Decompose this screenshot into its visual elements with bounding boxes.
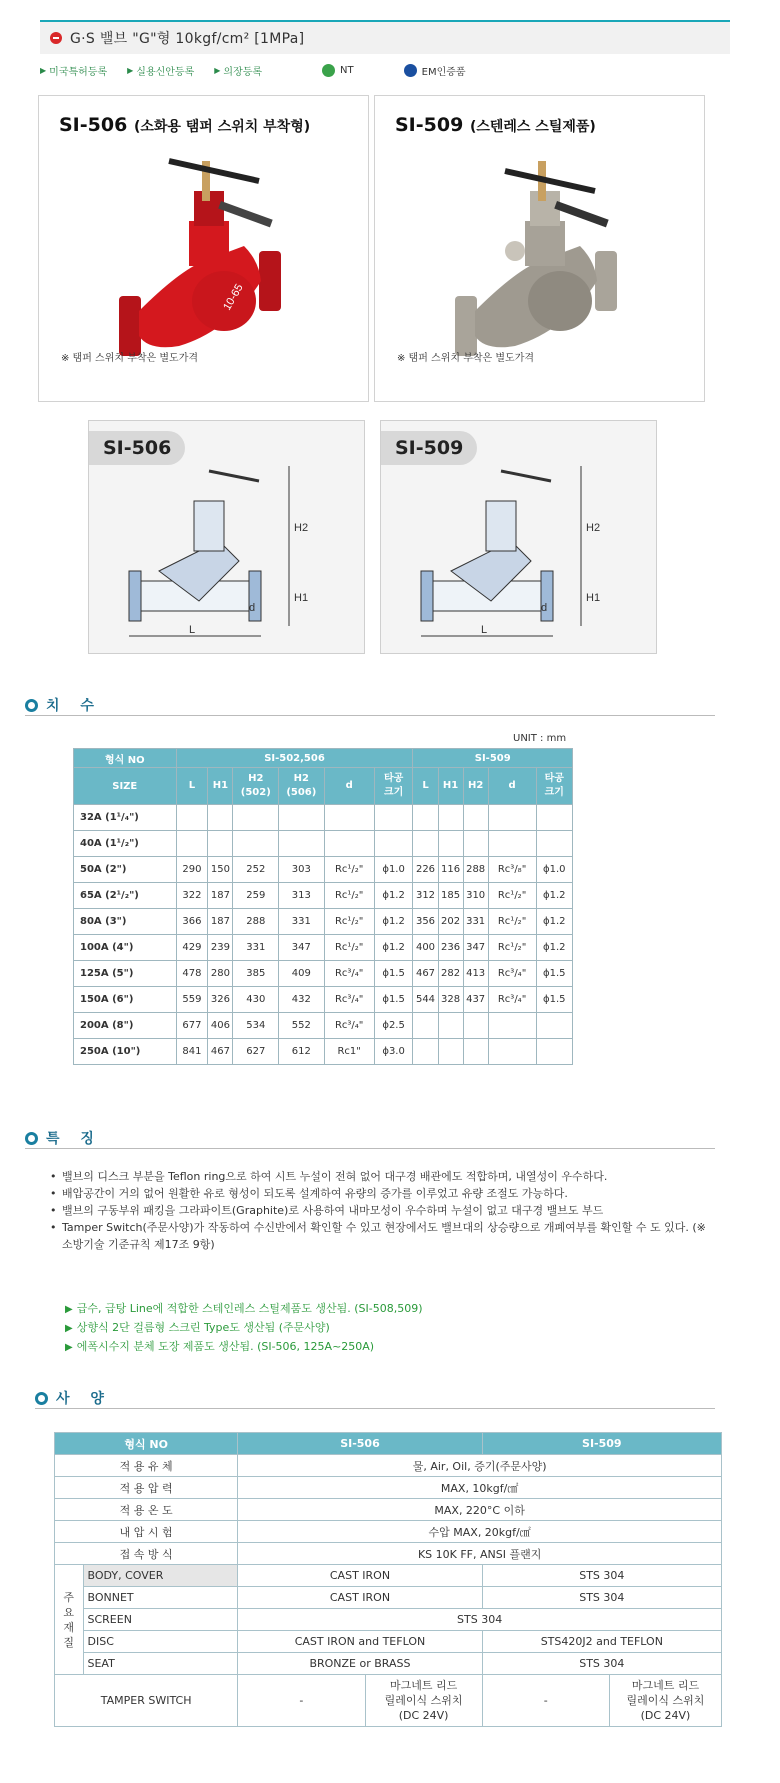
minus-circle-icon <box>50 32 62 44</box>
header-bar <box>40 22 730 54</box>
table-row <box>74 987 573 1013</box>
table-row <box>74 909 573 935</box>
cell <box>463 1039 488 1065</box>
cell: 280 <box>208 961 233 987</box>
section-spec: 사 양 <box>35 1388 112 1408</box>
cell: 400 <box>413 935 438 961</box>
cell: 313 <box>279 883 325 909</box>
cell: 202 <box>438 909 463 935</box>
spec-value: MAX, 220°C 이하 <box>238 1499 722 1521</box>
row-size: 250A (10") <box>74 1039 177 1065</box>
cell: 413 <box>463 961 488 987</box>
cell: 478 <box>176 961 208 987</box>
valve-section-drawing <box>391 461 648 651</box>
cell: ϕ1.2 <box>536 909 573 935</box>
cell <box>463 805 488 831</box>
row-size: 80A (3") <box>74 909 177 935</box>
cell: Rc¹/₂" <box>324 935 374 961</box>
cell <box>463 831 488 857</box>
cell <box>233 805 279 831</box>
material-si506: CAST IRON and TEFLON <box>238 1631 482 1653</box>
th-size: SIZE <box>74 768 177 805</box>
cell: 430 <box>233 987 279 1013</box>
diagram-label: SI-506 <box>89 431 185 465</box>
cell <box>438 805 463 831</box>
cell: 347 <box>463 935 488 961</box>
cell <box>374 805 413 831</box>
triangle-icon: ▶ <box>65 1323 73 1334</box>
material-si509: STS 304 <box>482 1653 721 1675</box>
valve-section-drawing <box>99 461 356 651</box>
cell: 187 <box>208 909 233 935</box>
spec-label: 적 용 온 도 <box>55 1499 238 1521</box>
section-dimensions: 치 수 <box>25 695 102 715</box>
diagram-panel-si506 <box>88 420 365 654</box>
cell: 303 <box>279 857 325 883</box>
feature-item: • Tamper Switch(주문사양)가 작동하여 수신반에서 확인할 수 있고 현장에서도 밸브대의 상승량으로 개폐여부를 확인할 수 도 있다. (※소방기술 기준규칙 제17조 9항) <box>48 1219 708 1253</box>
arrow-icon: ▶ <box>127 65 134 75</box>
note-item: ▶ 상향식 2단 걸름형 스크린 Type도 생산됨 (주문사양) <box>65 1321 330 1334</box>
cell: 406 <box>208 1013 233 1039</box>
cell <box>413 1039 438 1065</box>
cell: ϕ1.5 <box>536 987 573 1013</box>
cell: 612 <box>279 1039 325 1065</box>
triangle-icon: ▶ <box>65 1304 73 1315</box>
cell: ϕ1.2 <box>374 909 413 935</box>
cell: Rc¹/₂" <box>324 883 374 909</box>
bullet-ring-icon <box>35 1392 48 1405</box>
cell: 356 <box>413 909 438 935</box>
cell: 409 <box>279 961 325 987</box>
svg-text:10-65: 10-65 <box>221 282 246 313</box>
link-utility-model[interactable]: ▶ 실용신안등록 <box>127 65 195 78</box>
table-row <box>74 961 573 987</box>
th-col: H2 (506) <box>279 768 325 805</box>
cell: Rc³/₄" <box>324 987 374 1013</box>
section-rule <box>25 1148 715 1149</box>
material-si509: STS 304 <box>482 1565 721 1587</box>
th-col: L <box>176 768 208 805</box>
cell <box>413 831 438 857</box>
tamper-si506-std: - <box>238 1675 365 1727</box>
dimension-table <box>73 748 573 1065</box>
row-size: 65A (2¹/₂") <box>74 883 177 909</box>
material-si506: CAST IRON <box>238 1565 482 1587</box>
material-si506: CAST IRON <box>238 1587 482 1609</box>
cell: Rc³/₄" <box>488 961 536 987</box>
em-logo-icon <box>404 64 417 77</box>
cell <box>279 805 325 831</box>
bullet-ring-icon <box>25 699 38 712</box>
unit-label: UNIT : mm <box>513 733 567 744</box>
table-row <box>74 935 573 961</box>
cell: ϕ1.2 <box>374 883 413 909</box>
th-col: L <box>413 768 438 805</box>
row-size: 32A (1¹/₄") <box>74 805 177 831</box>
product-note: ※ 탬퍼 스위치 부착은 별도가격 <box>61 353 199 364</box>
cert-nt: NT <box>322 64 354 77</box>
cell: 331 <box>463 909 488 935</box>
cell: Rc¹/₂" <box>488 935 536 961</box>
tamper-si509-opt: 마그네트 리드 릴레이식 스위치 (DC 24V) <box>609 1675 721 1727</box>
table-row <box>74 1039 573 1065</box>
spec-label: 내 압 시 험 <box>55 1521 238 1543</box>
cell <box>438 1013 463 1039</box>
th-col: H2 <box>463 768 488 805</box>
cell: 150 <box>208 857 233 883</box>
dim-l: L <box>189 624 196 636</box>
cell <box>324 805 374 831</box>
cell: 347 <box>279 935 325 961</box>
cell: 677 <box>176 1013 208 1039</box>
th-group1: SI-502,506 <box>176 749 413 768</box>
cell <box>438 831 463 857</box>
product-title: SI-506 (소화용 탬퍼 스위치 부착형) <box>59 114 311 136</box>
cell: ϕ1.5 <box>536 961 573 987</box>
spec-value: 수압 MAX, 20kgf/㎠ <box>238 1521 722 1543</box>
cell: 437 <box>463 987 488 1013</box>
th-model: 형식 NO <box>74 749 177 768</box>
cell: ϕ1.2 <box>536 935 573 961</box>
material-label: BONNET <box>83 1587 238 1609</box>
feature-item: • 배압공간이 거의 없어 원활한 유로 형성이 되도록 설계하여 유량의 증가를 이루었고 유량 조절도 가능하다. <box>48 1185 708 1202</box>
diagram-panel-si509 <box>380 420 657 654</box>
th-col: 타공 크기 <box>536 768 573 805</box>
section-features: 특 징 <box>25 1128 102 1148</box>
row-size: 125A (5") <box>74 961 177 987</box>
page-title: G·S 밸브 "G"형 10kgf/cm² [1MPa] <box>70 31 305 47</box>
cell: 326 <box>208 987 233 1013</box>
cell: 467 <box>413 961 438 987</box>
cell: ϕ3.0 <box>374 1039 413 1065</box>
cell <box>279 831 325 857</box>
tamper-label: TAMPER SWITCH <box>55 1675 238 1727</box>
material-label: SEAT <box>83 1653 238 1675</box>
product-note: ※ 탬퍼 스위치 부착은 별도가격 <box>397 353 535 364</box>
cell: 627 <box>233 1039 279 1065</box>
material-label: DISC <box>83 1631 238 1653</box>
cell: 467 <box>208 1039 233 1065</box>
table-row <box>74 1013 573 1039</box>
cell: 366 <box>176 909 208 935</box>
cell: Rc1" <box>324 1039 374 1065</box>
row-size: 100A (4") <box>74 935 177 961</box>
cell <box>488 831 536 857</box>
cell <box>413 1013 438 1039</box>
th-si506: SI-506 <box>238 1433 482 1455</box>
triangle-icon: ▶ <box>65 1342 73 1353</box>
cell: 331 <box>233 935 279 961</box>
note-item: ▶ 급수, 급탕 Line에 적합한 스테인레스 스틸제품도 생산됨. (SI-508,509) <box>65 1302 423 1315</box>
row-size: 200A (8") <box>74 1013 177 1039</box>
arrow-icon: ▶ <box>214 65 221 75</box>
spec-label: 적 용 유 체 <box>55 1455 238 1477</box>
link-design[interactable]: ▶ 의장등록 <box>214 65 263 78</box>
cell <box>438 1039 463 1065</box>
link-us-patent[interactable]: ▶ 미국특허등록 <box>40 65 108 78</box>
cell <box>233 831 279 857</box>
cell: Rc³/₄" <box>324 1013 374 1039</box>
cell <box>413 805 438 831</box>
cell: 312 <box>413 883 438 909</box>
th-col: H2 (502) <box>233 768 279 805</box>
cell: 187 <box>208 883 233 909</box>
dim-h1: H1 <box>294 592 309 604</box>
arrow-icon: ▶ <box>40 65 47 75</box>
cell: 544 <box>413 987 438 1013</box>
spec-value: 물, Air, Oil, 증기(주문사양) <box>238 1455 722 1477</box>
cell: 116 <box>438 857 463 883</box>
cell <box>488 805 536 831</box>
cell: 288 <box>233 909 279 935</box>
spec-table <box>54 1432 722 1727</box>
cell: 259 <box>233 883 279 909</box>
diagram-label: SI-509 <box>381 431 477 465</box>
row-size: 150A (6") <box>74 987 177 1013</box>
valve-photo-red <box>109 151 319 371</box>
note-item: ▶ 에폭시수지 분체 도장 제품도 생산됨. (SI-506, 125A~250A) <box>65 1340 375 1353</box>
cell: 432 <box>279 987 325 1013</box>
cell <box>536 1013 573 1039</box>
feature-item: • 밸브의 구동부위 패킹을 그라파이트(Graphite)로 사용하여 내마모성이 우수하며 누설이 없고 대구경 밸브도 부드 <box>48 1202 708 1219</box>
cell <box>536 831 573 857</box>
feature-item: • 밸브의 디스크 부분을 Teflon ring으로 하여 시트 누설이 전혀 없어 대구경 배관에도 적합하며, 내열성이 우수하다. <box>48 1168 708 1185</box>
table-row <box>74 805 573 831</box>
product-panel-si506 <box>38 95 369 402</box>
cell: 534 <box>233 1013 279 1039</box>
cell: ϕ1.0 <box>536 857 573 883</box>
cell <box>488 1039 536 1065</box>
cell: 552 <box>279 1013 325 1039</box>
cell: 331 <box>279 909 325 935</box>
cell: 559 <box>176 987 208 1013</box>
th-group2: SI-509 <box>413 749 573 768</box>
cell: ϕ2.5 <box>374 1013 413 1039</box>
product-title: SI-509 (스텐레스 스틸제품) <box>395 114 596 136</box>
cell: 328 <box>438 987 463 1013</box>
cell: Rc¹/₂" <box>488 883 536 909</box>
tamper-si509-std: - <box>482 1675 609 1727</box>
spec-value: MAX, 10kgf/㎠ <box>238 1477 722 1499</box>
dim-h2: H2 <box>294 522 309 534</box>
note-list <box>65 1300 705 1357</box>
row-size: 40A (1¹/₂") <box>74 831 177 857</box>
spec-value: KS 10K FF, ANSI 플랜지 <box>238 1543 722 1565</box>
cell: Rc³/₄" <box>488 987 536 1013</box>
material-label: BODY, COVER <box>83 1565 238 1587</box>
spec-label: 접 속 방 식 <box>55 1543 238 1565</box>
dim-h2: H2 <box>586 522 601 534</box>
th-col: d <box>324 768 374 805</box>
cell <box>324 831 374 857</box>
cell: ϕ1.0 <box>374 857 413 883</box>
cell <box>208 805 233 831</box>
th-col: H1 <box>208 768 233 805</box>
material-common: STS 304 <box>238 1609 722 1631</box>
cell: Rc³/₄" <box>324 961 374 987</box>
material-si509: STS 304 <box>482 1587 721 1609</box>
cell: Rc¹/₂" <box>324 909 374 935</box>
th-col: H1 <box>438 768 463 805</box>
dim-d: d <box>249 602 256 614</box>
table-row <box>74 883 573 909</box>
dim-d: d <box>541 602 548 614</box>
cell: 385 <box>233 961 279 987</box>
cell: ϕ1.2 <box>374 935 413 961</box>
dim-h1: H1 <box>586 592 601 604</box>
product-panel-si509 <box>374 95 705 402</box>
cell <box>536 805 573 831</box>
cell: Rc¹/₂" <box>324 857 374 883</box>
table-row <box>74 857 573 883</box>
cell: 288 <box>463 857 488 883</box>
material-si509: STS420J2 and TEFLON <box>482 1631 721 1653</box>
cell <box>463 1013 488 1039</box>
cell <box>374 831 413 857</box>
th-col: d <box>488 768 536 805</box>
section-rule <box>25 715 715 716</box>
cell <box>536 1039 573 1065</box>
dim-l: L <box>481 624 488 636</box>
th-model: 형식 NO <box>55 1433 238 1455</box>
cell: 185 <box>438 883 463 909</box>
cell: 841 <box>176 1039 208 1065</box>
cell: ϕ1.5 <box>374 987 413 1013</box>
th-col: 타공 크기 <box>374 768 413 805</box>
cell: 429 <box>176 935 208 961</box>
cell: ϕ1.2 <box>536 883 573 909</box>
valve-photo-steel <box>445 151 655 371</box>
material-label: SCREEN <box>83 1609 238 1631</box>
cell: ϕ1.5 <box>374 961 413 987</box>
tamper-si506-opt: 마그네트 리드 릴레이식 스위치 (DC 24V) <box>365 1675 482 1727</box>
row-size: 50A (2") <box>74 857 177 883</box>
cell <box>208 831 233 857</box>
cell: 239 <box>208 935 233 961</box>
material-group-label: 주 요 재 질 <box>55 1565 84 1675</box>
cell <box>176 805 208 831</box>
cell: 282 <box>438 961 463 987</box>
bullet-ring-icon <box>25 1132 38 1145</box>
cell: 252 <box>233 857 279 883</box>
section-rule <box>35 1408 715 1409</box>
cert-em: EM인증품 <box>404 63 466 78</box>
cell: 226 <box>413 857 438 883</box>
cell: Rc¹/₂" <box>488 909 536 935</box>
link-row <box>40 62 516 78</box>
feature-list <box>48 1168 708 1253</box>
spec-label: 적 용 압 력 <box>55 1477 238 1499</box>
cell: 310 <box>463 883 488 909</box>
cell: Rc³/₈" <box>488 857 536 883</box>
material-si506: BRONZE or BRASS <box>238 1653 482 1675</box>
cell: 236 <box>438 935 463 961</box>
cell: 290 <box>176 857 208 883</box>
cell <box>176 831 208 857</box>
table-row <box>74 831 573 857</box>
nt-logo-icon <box>322 64 335 77</box>
cell <box>488 1013 536 1039</box>
th-si509: SI-509 <box>482 1433 721 1455</box>
cell: 322 <box>176 883 208 909</box>
